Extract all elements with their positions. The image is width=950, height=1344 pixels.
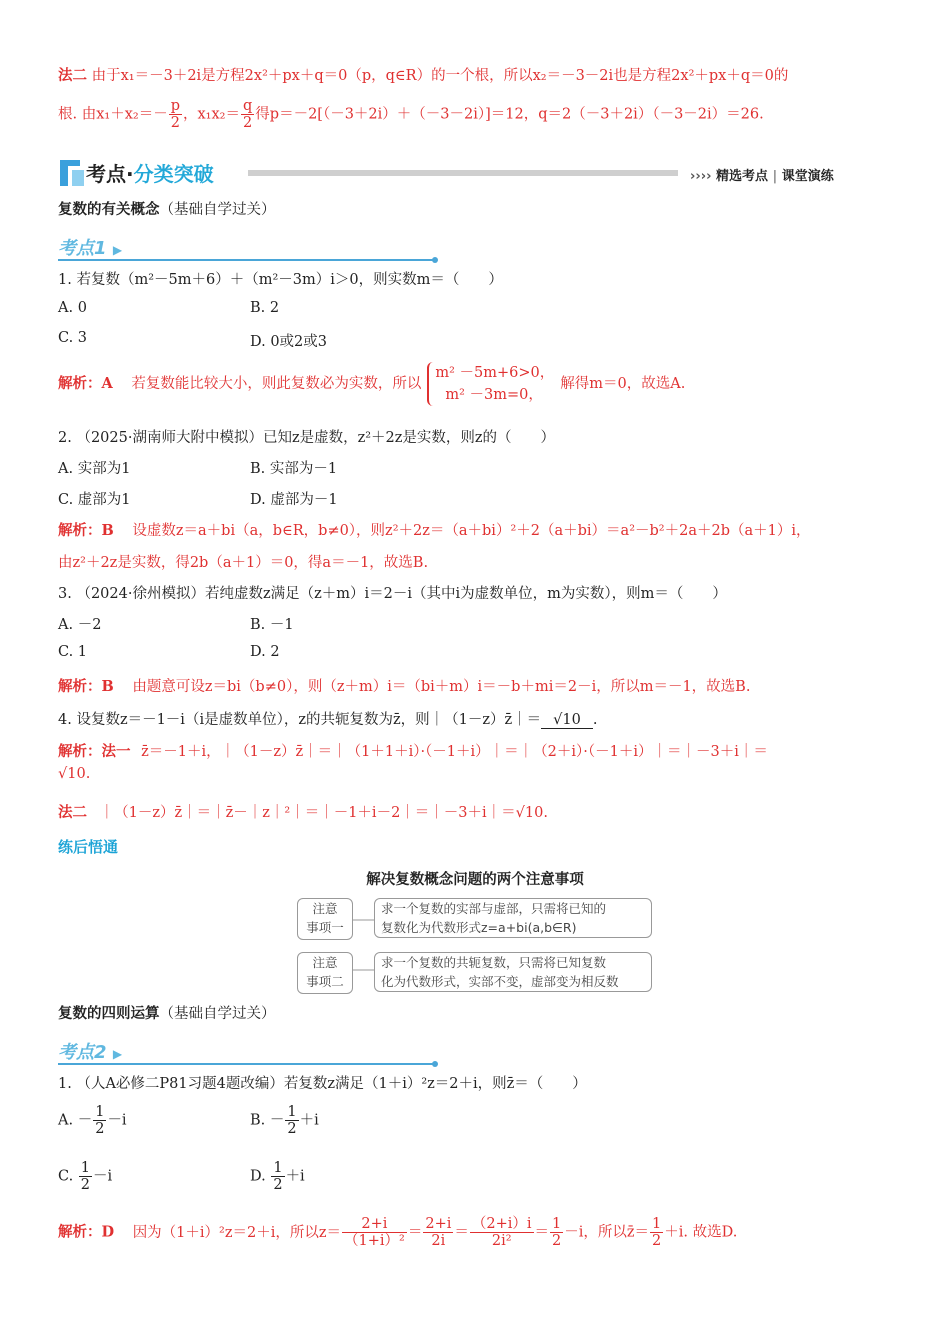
q4-method2-text: ｜（1－z）z̄｜＝｜z̄－｜z｜²｜＝｜－1＋i－2｜＝｜－3＋i｜＝√10. [99,805,548,821]
connector-lines [352,916,376,976]
note-2-content-box [374,952,652,992]
eq-sign: ＝ [534,1224,550,1241]
play-icon: ▶ [112,1047,123,1061]
kaodian-2-label [58,1038,122,1064]
eq-sign: ＝ [454,1224,469,1241]
note-2-label-a: 注意 [312,955,338,970]
q3-answer-text: 由题意可设z＝bi（b≠0），则（z＋m）i＝（bi＋m）i＝－b＋mi＝2－i，所以m＝－1，故选B. [132,679,751,695]
section-header-banner [58,156,858,192]
section2-sub: （基础自学过关） [159,1006,276,1022]
frac-num: 1 [273,1160,283,1176]
opt-post: ＋i [299,1112,319,1129]
frac-num: 2+i [342,1216,407,1233]
frac-num: 1 [95,1104,105,1120]
note-1-label-box [297,898,353,940]
kaodian-1-text: 考点1 [58,238,107,259]
q1-option-d: D. 0或2或3 [250,334,328,350]
frac-den: 2 [273,1177,283,1193]
note-1-label-b: 事项一 [306,920,344,935]
q2-option-b: B. 实部为－1 [250,461,338,477]
kaodian-1-label [58,234,122,260]
top-line-2-c: 得p＝－2[（－3＋2i）＋（－3－2i）]＝12，q＝2（－3＋2i）（－3－2i）＝26. [255,106,764,123]
kaodian-1-line [58,259,434,261]
q1-equation-system [427,362,554,406]
frac-den: 2 [652,1233,662,1249]
opt-sign: － [77,1112,93,1129]
opt-pre: A. [58,1112,78,1129]
q4-stem [58,708,880,729]
opt-frac [93,1104,106,1137]
q1-option-c: C. 3 [58,330,88,346]
note-2-line-2: 化为代数形式，实部不变，虚部变为相反数 [381,974,619,989]
opt-post: －i [93,1168,113,1185]
section1-title [58,198,880,219]
top-line-1-text: 由于x₁＝－3＋2i是方程2x²＋px＋q＝0（p，q∈R）的一个根，所以x₂＝－3－2i也是方程2x²＋px＋q＝0的 [91,68,789,84]
q1-answer [58,362,880,406]
review-title: 练后悟通 [58,838,119,856]
q2-answer-text-1: 设虚数z＝a＋bi（a，b∈R，b≠0），则z²＋2z＝（a＋bi）²＋2（a＋bi）＝a²－b²＋2a＋2b（a＋1）i， [132,523,811,539]
frac-num: q [242,98,253,114]
frac-num: 1 [80,1160,91,1176]
q5-answer-a: 因为（1＋i）²z＝2＋i，所以z＝ [132,1224,342,1241]
note-1-content-box [374,898,652,938]
play-icon: ▶ [112,243,123,257]
frac-num: 1 [287,1104,297,1120]
opt-frac [285,1104,298,1137]
top-line-1 [58,64,880,85]
note-2-label-box [297,952,353,994]
q4-method2-label: 法二 [58,804,87,821]
q5-option-b [250,1104,319,1137]
banner-right-a: 精选考点 [715,169,768,184]
banner-sep: | [772,169,778,184]
frac-num: 1 [552,1216,562,1232]
q4-answer-text-1: z̄＝－1＋i，｜（1－z）z̄｜＝｜（1＋1＋i）·（－1＋i）｜＝｜（2＋i）·（－1＋i）｜＝｜－3＋i｜＝ [141,744,768,760]
q5-frac-3 [470,1216,534,1249]
q2-answer-line-2: 由z²＋2z是实数，得2b（a＋1）＝0，得a＝－1，故选B. [58,555,429,571]
q3-option-a: A. －2 [58,617,102,633]
frac-den: 2i [431,1233,446,1249]
section-title-banner [86,158,214,187]
opt-frac [271,1160,284,1193]
fraction-p-2 [169,98,182,131]
q5-frac-1 [342,1216,407,1249]
q2-option-d: D. 虚部为－1 [250,492,338,508]
q3-option-d: D. 2 [250,644,280,660]
banner-right-b: 课堂演练 [781,169,834,184]
q5-answer [58,1216,880,1249]
note-1-line-1: 求一个复数的实部与虚部，只需将已知的 [381,901,607,916]
q5-answer-b: －i，所以z̄＝ [564,1224,650,1241]
q5-stem: 1. （人A必修二P81习题4题改编）若复数z满足（1＋i）²z＝2＋i，则z̄＝（ ） [58,1076,587,1092]
q5-option-c [58,1160,112,1193]
q2-stem: 2. （2025·湖南师大附中模拟）已知z是虚数，z²＋2z是实数，则z的（ ） [58,430,556,446]
q3-option-b: B. －1 [250,617,294,633]
frac-den: 2 [552,1233,562,1249]
frac-den: 2 [95,1121,105,1137]
q1-answer-label: 解析：A [58,375,113,392]
kaodian-2-dot [432,1061,438,1067]
section1-title-text: 复数的有关概念 [58,202,160,218]
kaodian-2-text: 考点2 [58,1042,107,1063]
opt-post: －i [107,1112,127,1129]
frac-den: 2 [170,115,180,131]
q2-option-a: A. 实部为1 [58,461,131,477]
arrows-icon: ›››› [690,169,712,184]
q4-answer-label: 解析：法一 [58,743,131,760]
q5-frac-4 [550,1216,563,1249]
note-1-line-2: 复数化为代数形式z=a+bi(a,b∈R) [381,920,577,935]
q1-option-a: A. 0 [58,300,87,316]
q1-stem: 1. 若复数（m²－5m＋6）＋（m²－3m）i＞0，则实数m＝（ ） [58,272,503,288]
q2-option-c: C. 虚部为1 [58,492,131,508]
top-line-2-a: 根. 由x₁＋x₂＝－ [58,106,168,123]
frac-den: 2 [287,1121,297,1137]
banner-title-a: 考点· [86,162,134,186]
q5-answer-c: ＋i. 故选D. [664,1224,738,1241]
section1-sub: （基础自学过关） [159,202,276,218]
note-1-label-a: 注意 [312,901,338,916]
opt-pre: C. [58,1168,78,1185]
q3-answer-label: 解析：B [58,678,114,695]
frac-num: 1 [652,1216,662,1232]
method2-label: 法二 [58,67,87,84]
section2-title [58,1002,880,1023]
q3-answer [58,675,880,696]
kaodian-1-dot [432,257,438,263]
frac-den: 2 [243,115,253,131]
q4-answer-blank: √10 [541,712,593,729]
q1-sys-line-2: m² －3m=0， [445,387,543,403]
eq-sign: ＝ [407,1224,423,1241]
note-2-label-b: 事项二 [306,974,344,989]
opt-pre: B. [250,1112,270,1129]
q5-option-a [58,1104,127,1137]
frac-num: 2+i [425,1216,452,1232]
q5-answer-label: 解析：D [58,1223,115,1241]
q2-answer-line-1 [58,519,880,540]
q5-frac-5 [650,1216,663,1249]
top-line-2-b: ，x₁x₂＝ [183,106,240,123]
opt-sign: － [269,1112,285,1129]
frac-num: （2+i）i [471,1216,532,1232]
frac-num: p [170,98,180,114]
q1-answer-text: 若复数能比较大小，则此复数必为实数，所以 [131,376,422,392]
q5-frac-2 [423,1216,453,1249]
q1-sys-line-1: m² －5m+6>0， [435,365,555,381]
kaodian-2-line [58,1063,434,1065]
frac-den: 2i² [491,1233,512,1249]
q1-answer-end: 解得m＝0，故选A. [560,376,686,392]
q4-answer-line-1 [58,740,880,761]
frac-den: （1+i）² [344,1233,405,1249]
q4-method2 [58,801,880,822]
q1-option-b: B. 2 [250,300,280,316]
opt-pre: D. [250,1168,271,1185]
banner-title-b: 分类突破 [133,162,214,186]
q5-option-d [250,1160,305,1193]
opt-post: ＋i [285,1168,305,1185]
note-2-line-1: 求一个复数的共轭复数，只需将已知复数 [381,955,607,970]
q4-stem-end: . [592,712,598,728]
top-line-2 [58,98,880,131]
fraction-q-2 [241,98,254,131]
q3-option-c: C. 1 [58,644,88,660]
section2-title-text: 复数的四则运算 [58,1006,160,1022]
review-chart-title: 解决复数概念问题的两个注意事项 [366,872,584,888]
q3-stem: 3. （2024·徐州模拟）若纯虚数z满足（z＋m）i＝2－i（其中i为虚数单位，m为实数），则m＝（ ） [58,586,727,602]
opt-frac [79,1160,92,1193]
q4-answer-line-2: √10. [58,766,91,782]
q2-answer-label: 解析：B [58,522,114,539]
q4-stem-text: 4. 设复数z＝－1－i（i是虚数单位），z的共轭复数为z̄，则｜（1－z）z̄｜＝ [58,712,542,728]
banner-right [690,165,834,184]
frac-den: 2 [80,1177,91,1193]
